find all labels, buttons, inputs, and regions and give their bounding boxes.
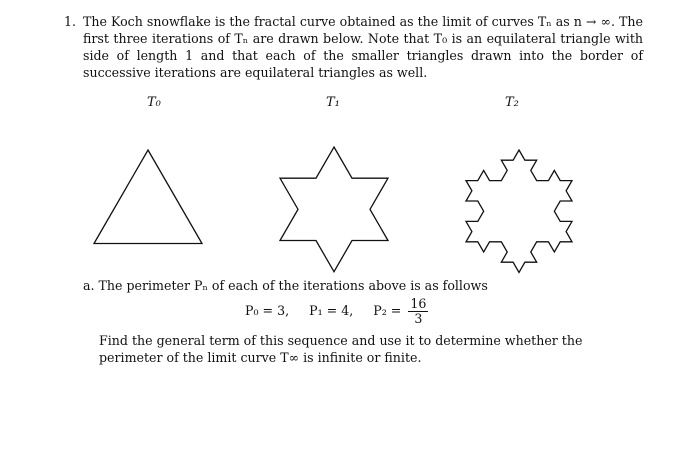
t2-label: T₂ (505, 95, 519, 110)
p2-numerator: 16 (410, 296, 427, 311)
p2-lhs: P₂ = (373, 303, 402, 318)
p1-value: P₁ = 4, (309, 303, 354, 318)
problem-statement: The Koch snowflake is the fractal curve obtained as the limit of curves Tₙ as n → ∞. The first three iterations of Tₙ are drawn below. Note that T₀ is an equilateral triangle with side of length 1 and that each of the smaller triangles drawn into the border of successive iterations are equilateral triangles as well. (83, 14, 643, 80)
t1-label: T₁ (326, 95, 340, 110)
part-a-intro: a. The perimeter Pₙ of each of the iterations above is as follows (83, 278, 488, 293)
problem-number: 1. (64, 14, 77, 29)
p0-value: P₀ = 3, (245, 303, 290, 318)
koch-iteration-2 (466, 150, 572, 272)
koch-iteration-1 (280, 147, 388, 272)
p2-denominator: 3 (414, 311, 423, 326)
part-a-question: Find the general term of this sequence and use it to determine whether the perimeter of the limit curve T∞ is infinite or finite. (99, 333, 583, 365)
koch-iteration-0 (94, 150, 202, 244)
p2-fraction (408, 297, 428, 326)
t0-label: T₀ (147, 95, 161, 110)
perimeter-formula (245, 297, 428, 326)
